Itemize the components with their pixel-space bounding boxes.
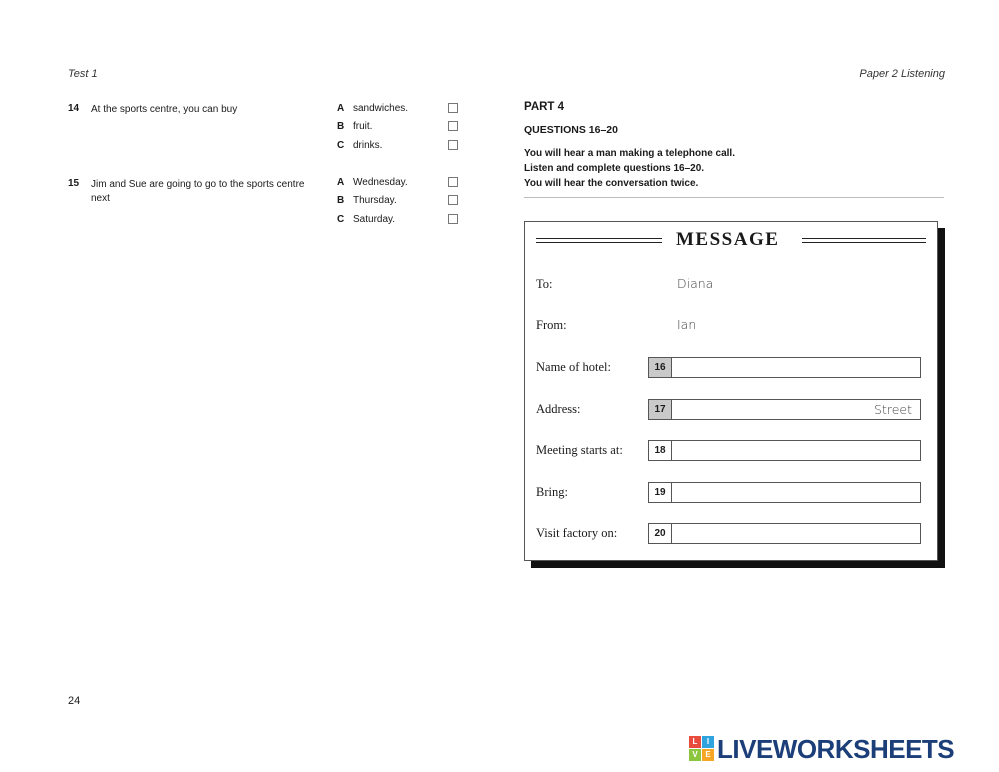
- logo-tile: I: [702, 736, 714, 748]
- option-14-c: [337, 140, 467, 154]
- logo-tile: V: [689, 749, 701, 761]
- question-text: Jim and Sue are going to go to the sports centre next: [91, 179, 305, 204]
- field-label-17: Address:: [536, 402, 581, 416]
- header-test-label: Test 1: [68, 68, 98, 80]
- factory-visit-input[interactable]: [672, 524, 918, 543]
- option-letter: B: [337, 121, 345, 132]
- questions-range: QUESTIONS 16–20: [524, 124, 618, 136]
- field-number: 17: [649, 400, 672, 419]
- header-paper-label: Paper 2 Listening: [859, 68, 945, 80]
- message-title: MESSAGE: [676, 229, 780, 250]
- logo-tile: E: [702, 749, 714, 761]
- instruction-line: You will hear the conversation twice.: [524, 178, 699, 189]
- address-suffix: Street: [874, 402, 912, 417]
- field-number: 19: [649, 483, 672, 502]
- field-label-19: Bring:: [536, 485, 568, 499]
- option-14-a: [337, 103, 467, 117]
- option-text: Saturday.: [353, 214, 396, 225]
- field-label-16: Name of hotel:: [536, 360, 611, 374]
- option-text: fruit.: [353, 121, 373, 132]
- meeting-time-input[interactable]: [672, 441, 918, 460]
- option-text: drinks.: [353, 140, 383, 151]
- option-15-b: [337, 195, 467, 209]
- option-15-a: [337, 177, 467, 191]
- answer-field-20: [648, 523, 921, 544]
- option-text: Wednesday.: [353, 177, 408, 188]
- answer-checkbox[interactable]: [448, 140, 458, 150]
- to-value: Diana: [677, 276, 714, 291]
- to-label: To:: [536, 277, 553, 291]
- option-letter: C: [337, 214, 345, 225]
- logo-text: LIVEWORKSHEETS: [717, 734, 955, 764]
- field-label-20: Visit factory on:: [536, 526, 618, 540]
- part-title: PART 4: [524, 101, 565, 113]
- question-text: At the sports centre, you can buy: [91, 104, 238, 115]
- answer-field-17: [648, 399, 921, 420]
- option-14-b: [337, 121, 467, 135]
- option-15-c: [337, 214, 467, 228]
- field-number: 18: [649, 441, 672, 460]
- option-text: Thursday.: [353, 195, 397, 206]
- question-number: 15: [68, 178, 80, 189]
- answer-checkbox[interactable]: [448, 177, 458, 187]
- option-letter: A: [337, 177, 345, 188]
- field-number: 16: [649, 358, 672, 377]
- instruction-line: Listen and complete questions 16–20.: [524, 163, 705, 174]
- field-label-18: Meeting starts at:: [536, 443, 623, 457]
- title-rule-left: [536, 238, 662, 243]
- title-rule-right: [802, 238, 926, 243]
- logo-tile: L: [689, 736, 701, 748]
- answer-checkbox[interactable]: [448, 195, 458, 205]
- answer-field-16: [648, 357, 921, 378]
- question-number: 14: [68, 103, 80, 114]
- answer-field-18: [648, 440, 921, 461]
- logo-icon: [689, 736, 715, 762]
- option-letter: B: [337, 195, 345, 206]
- message-card: [524, 221, 938, 561]
- answer-checkbox[interactable]: [448, 214, 458, 224]
- hotel-name-input[interactable]: [672, 358, 918, 377]
- answer-field-19: [648, 482, 921, 503]
- option-text: sandwiches.: [353, 103, 409, 114]
- page-number: 24: [68, 695, 81, 707]
- option-letter: C: [337, 140, 345, 151]
- divider: [524, 197, 944, 198]
- answer-checkbox[interactable]: [448, 103, 458, 113]
- from-value: Ian: [677, 317, 697, 332]
- bring-input[interactable]: [672, 483, 918, 502]
- instruction-line: You will hear a man making a telephone call.: [524, 148, 735, 159]
- option-letter: A: [337, 103, 345, 114]
- field-number: 20: [649, 524, 672, 543]
- from-label: From:: [536, 318, 567, 332]
- answer-checkbox[interactable]: [448, 121, 458, 131]
